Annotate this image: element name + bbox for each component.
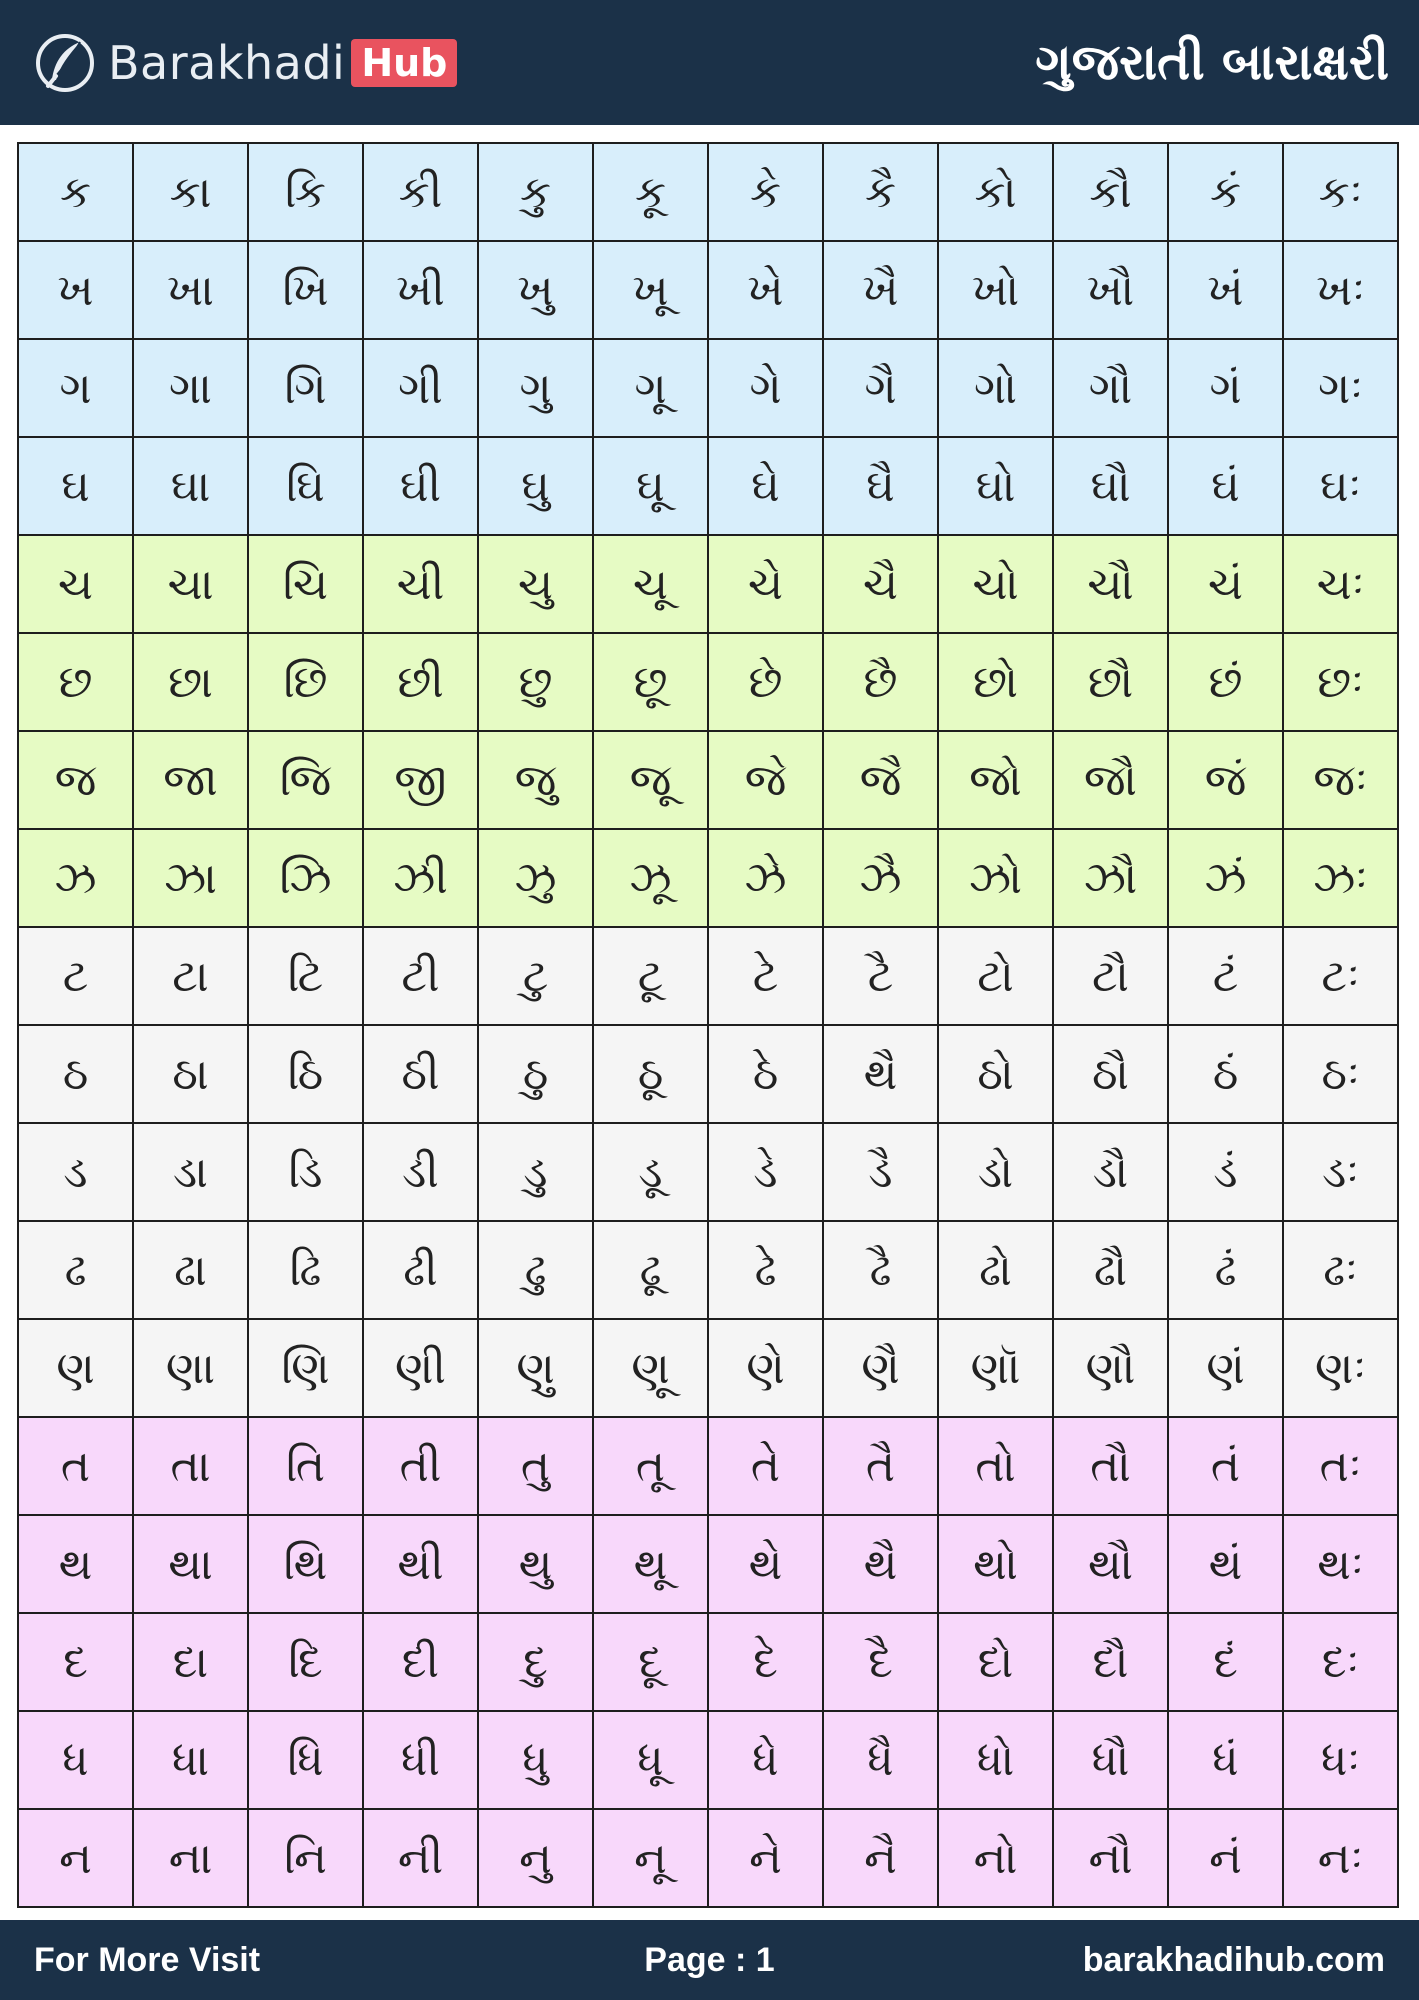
table-cell: ડુ (478, 1123, 593, 1221)
table-cell: ડે (708, 1123, 823, 1221)
table-cell: થી (363, 1515, 478, 1613)
table-cell: ણૉ (938, 1319, 1053, 1417)
table-cell: જ (18, 731, 133, 829)
table-cell: ચિ (248, 535, 363, 633)
table-cell: થૈ (823, 1025, 938, 1123)
table-cell: ઢં (1168, 1221, 1283, 1319)
table-cell: ન (18, 1809, 133, 1907)
table-cell: ના (133, 1809, 248, 1907)
table-cell: જિ (248, 731, 363, 829)
table-cell: ઘિ (248, 437, 363, 535)
table-row (18, 1319, 1398, 1417)
table-cell: ઝૌ (1053, 829, 1168, 927)
table-cell: ગી (363, 339, 478, 437)
table-cell: જી (363, 731, 478, 829)
table-cell: ધા (133, 1711, 248, 1809)
table-cell: ઢૌ (1053, 1221, 1168, 1319)
table-cell: ધે (708, 1711, 823, 1809)
table-cell: ગં (1168, 339, 1283, 437)
table-cell: ગૌ (1053, 339, 1168, 437)
table-cell: ણૂ (593, 1319, 708, 1417)
table-cell: તિ (248, 1417, 363, 1515)
table-cell: દૌ (1053, 1613, 1168, 1711)
table-row (18, 535, 1398, 633)
footer-website-link[interactable]: barakhadihub.com (1082, 1941, 1385, 1979)
table-cell: કં (1168, 143, 1283, 241)
table-cell: છં (1168, 633, 1283, 731)
table-cell: કિ (248, 143, 363, 241)
brand-badge: Hub (351, 39, 457, 87)
table-cell: થુ (478, 1515, 593, 1613)
feather-quill-icon (34, 32, 96, 94)
brand-word: Barakhadi (108, 36, 346, 90)
table-cell: ગિ (248, 339, 363, 437)
table-cell: ઝા (133, 829, 248, 927)
table-cell: ખુ (478, 241, 593, 339)
table-cell: છી (363, 633, 478, 731)
table-cell: જઃ (1283, 731, 1398, 829)
table-cell: જે (708, 731, 823, 829)
table-cell: તં (1168, 1417, 1283, 1515)
table-cell: ઝં (1168, 829, 1283, 927)
table-cell: કૈ (823, 143, 938, 241)
table-cell: થે (708, 1515, 823, 1613)
table-cell: દં (1168, 1613, 1283, 1711)
table-cell: ણૌ (1053, 1319, 1168, 1417)
table-cell: દે (708, 1613, 823, 1711)
table-cell: છૈ (823, 633, 938, 731)
table-cell: જો (938, 731, 1053, 829)
table-cell: થૂ (593, 1515, 708, 1613)
table-cell: ઠ (18, 1025, 133, 1123)
table-cell: તી (363, 1417, 478, 1515)
table-cell: છા (133, 633, 248, 731)
table-row (18, 731, 1398, 829)
table-cell: ઝૂ (593, 829, 708, 927)
table-cell: ચૈ (823, 535, 938, 633)
table-cell: ણે (708, 1319, 823, 1417)
table-cell: ડૈ (823, 1123, 938, 1221)
table-cell: ઝિ (248, 829, 363, 927)
table-cell: ધ (18, 1711, 133, 1809)
table-cell: ઝ (18, 829, 133, 927)
table-cell: તૈ (823, 1417, 938, 1515)
table-cell: ઝો (938, 829, 1053, 927)
table-cell: ગો (938, 339, 1053, 437)
table-row (18, 633, 1398, 731)
table-cell: ટી (363, 927, 478, 1025)
table-cell: ઘૌ (1053, 437, 1168, 535)
table-cell: કુ (478, 143, 593, 241)
table-cell: કૂ (593, 143, 708, 241)
table-cell: ણ (18, 1319, 133, 1417)
table-cell: ડઃ (1283, 1123, 1398, 1221)
table-cell: દૈ (823, 1613, 938, 1711)
table-cell: ઘં (1168, 437, 1283, 535)
table-row (18, 1711, 1398, 1809)
table-cell: ગઃ (1283, 339, 1398, 437)
table-cell: નં (1168, 1809, 1283, 1907)
table-cell: ચૌ (1053, 535, 1168, 633)
table-cell: ખિ (248, 241, 363, 339)
table-cell: થૈ (823, 1515, 938, 1613)
table-cell: ણં (1168, 1319, 1283, 1417)
table-cell: ધૂ (593, 1711, 708, 1809)
table-cell: ટુ (478, 927, 593, 1025)
table-cell: ઘા (133, 437, 248, 535)
table-cell: કઃ (1283, 143, 1398, 241)
table-cell: દી (363, 1613, 478, 1711)
table-row (18, 1123, 1398, 1221)
table-cell: ઢૂ (593, 1221, 708, 1319)
table-cell: ઢૈ (823, 1221, 938, 1319)
table-cell: ચં (1168, 535, 1283, 633)
table-cell: ખે (708, 241, 823, 339)
table-cell: ઠો (938, 1025, 1053, 1123)
table-cell: ઠે (708, 1025, 823, 1123)
table-cell: ડ (18, 1123, 133, 1221)
page-title: ગુજરાતી બારાક્ષરી (1035, 33, 1389, 91)
table-cell: ઢી (363, 1221, 478, 1319)
table-cell: ઠિ (248, 1025, 363, 1123)
table-cell: દ (18, 1613, 133, 1711)
table-cell: છ (18, 633, 133, 731)
table-row (18, 437, 1398, 535)
table-cell: ટં (1168, 927, 1283, 1025)
table-cell: ઘો (938, 437, 1053, 535)
table-cell: તુ (478, 1417, 593, 1515)
table-cell: ખી (363, 241, 478, 339)
table-cell: ઢઃ (1283, 1221, 1398, 1319)
table-cell: ડૌ (1053, 1123, 1168, 1221)
table-cell: કા (133, 143, 248, 241)
table-row (18, 1221, 1398, 1319)
table-cell: થં (1168, 1515, 1283, 1613)
table-row (18, 241, 1398, 339)
table-cell: ઝે (708, 829, 823, 927)
table-cell: થઃ (1283, 1515, 1398, 1613)
table-cell: ઘૈ (823, 437, 938, 535)
table-cell: ગૂ (593, 339, 708, 437)
page-header (0, 0, 1419, 125)
table-cell: ખૌ (1053, 241, 1168, 339)
table-cell: ઠી (363, 1025, 478, 1123)
table-cell: ટૌ (1053, 927, 1168, 1025)
table-cell: ઘ (18, 437, 133, 535)
table-cell: ચૂ (593, 535, 708, 633)
table-cell: ઝૈ (823, 829, 938, 927)
table-cell: ધિ (248, 1711, 363, 1809)
table-row (18, 829, 1398, 927)
table-row (18, 143, 1398, 241)
table-cell: ડૂ (593, 1123, 708, 1221)
table-cell: જુ (478, 731, 593, 829)
table-row (18, 1025, 1398, 1123)
table-cell: નૌ (1053, 1809, 1168, 1907)
table-cell: ધૈ (823, 1711, 938, 1809)
table-cell: ખૂ (593, 241, 708, 339)
table-cell: થ (18, 1515, 133, 1613)
table-cell: ડી (363, 1123, 478, 1221)
table-cell: જૈ (823, 731, 938, 829)
table-cell: ખં (1168, 241, 1283, 339)
table-cell: ઠૂ (593, 1025, 708, 1123)
table-cell: દૂ (593, 1613, 708, 1711)
table-cell: છો (938, 633, 1053, 731)
table-cell: ગૈ (823, 339, 938, 437)
table-cell: ખઃ (1283, 241, 1398, 339)
table-cell: તૂ (593, 1417, 708, 1515)
table-cell: છુ (478, 633, 593, 731)
table-cell: ઠા (133, 1025, 248, 1123)
table-cell: ચે (708, 535, 823, 633)
page-number: Page : 1 (644, 1941, 775, 1979)
table-cell: ઝઃ (1283, 829, 1398, 927)
table-cell: જૂ (593, 731, 708, 829)
table-cell: છૂ (593, 633, 708, 731)
table-cell: ગા (133, 339, 248, 437)
table-cell: નૈ (823, 1809, 938, 1907)
table-cell: તા (133, 1417, 248, 1515)
table-cell: ઢિ (248, 1221, 363, 1319)
table-cell: દા (133, 1613, 248, 1711)
table-cell: ધુ (478, 1711, 593, 1809)
table-cell: ખૈ (823, 241, 938, 339)
table-cell: ટ (18, 927, 133, 1025)
table-cell: ચુ (478, 535, 593, 633)
table-cell: નૂ (593, 1809, 708, 1907)
table-cell: ધી (363, 1711, 478, 1809)
table-cell: દો (938, 1613, 1053, 1711)
table-cell: ડો (938, 1123, 1053, 1221)
table-cell: ખો (938, 241, 1053, 339)
table-cell: ઢો (938, 1221, 1053, 1319)
page-footer (0, 1920, 1419, 2000)
table-cell: ની (363, 1809, 478, 1907)
table-cell: ઘે (708, 437, 823, 535)
table-cell: ણી (363, 1319, 478, 1417)
table-cell: ધઃ (1283, 1711, 1398, 1809)
table-cell: છૌ (1053, 633, 1168, 731)
table-row (18, 1417, 1398, 1515)
table-cell: ચા (133, 535, 248, 633)
table-cell: ઢા (133, 1221, 248, 1319)
table-cell: ટે (708, 927, 823, 1025)
table-cell: તે (708, 1417, 823, 1515)
table-row (18, 927, 1398, 1025)
table-cell: તૌ (1053, 1417, 1168, 1515)
table-cell: ઠુ (478, 1025, 593, 1123)
table-cell: ઘી (363, 437, 478, 535)
table-cell: ખ (18, 241, 133, 339)
table-cell: ટૈ (823, 927, 938, 1025)
table-cell: ગુ (478, 339, 593, 437)
table-cell: નો (938, 1809, 1053, 1907)
table-row (18, 1809, 1398, 1907)
table-cell: ચી (363, 535, 478, 633)
table-cell: ડિ (248, 1123, 363, 1221)
table-cell: ણા (133, 1319, 248, 1417)
table-cell: થો (938, 1515, 1053, 1613)
table-cell: થૌ (1053, 1515, 1168, 1613)
table-cell: ટો (938, 927, 1053, 1025)
table-cell: ડા (133, 1123, 248, 1221)
table-cell: છિ (248, 633, 363, 731)
brand-logo[interactable] (34, 30, 457, 96)
table-cell: ધં (1168, 1711, 1283, 1809)
table-cell: જૌ (1053, 731, 1168, 829)
table-cell: કે (708, 143, 823, 241)
table-cell: કો (938, 143, 1053, 241)
table-cell: ધૌ (1053, 1711, 1168, 1809)
table-cell: ઘૂ (593, 437, 708, 535)
table-cell: તઃ (1283, 1417, 1398, 1515)
footer-visit-label: For More Visit (34, 1941, 261, 1979)
table-cell: નઃ (1283, 1809, 1398, 1907)
table-cell: ખા (133, 241, 248, 339)
table-cell: કૌ (1053, 143, 1168, 241)
table-cell: ઠઃ (1283, 1025, 1398, 1123)
table-row (18, 1613, 1398, 1711)
barakhadi-table (17, 142, 1399, 1908)
table-cell: ઢુ (478, 1221, 593, 1319)
table-cell: ક (18, 143, 133, 241)
table-cell: થા (133, 1515, 248, 1613)
table-cell: ટૂ (593, 927, 708, 1025)
table-cell: ઠં (1168, 1025, 1283, 1123)
table-cell: ડં (1168, 1123, 1283, 1221)
table-cell: ઢ (18, 1221, 133, 1319)
table-cell: જા (133, 731, 248, 829)
table-cell: ઝી (363, 829, 478, 927)
table-cell: ઢે (708, 1221, 823, 1319)
table-cell: ત (18, 1417, 133, 1515)
table-cell: નુ (478, 1809, 593, 1907)
table-cell: છઃ (1283, 633, 1398, 731)
table-cell: ગે (708, 339, 823, 437)
table-cell: ણઃ (1283, 1319, 1398, 1417)
table-cell: દિ (248, 1613, 363, 1711)
table-cell: ગ (18, 339, 133, 437)
table-cell: તો (938, 1417, 1053, 1515)
table-cell: ઝુ (478, 829, 593, 927)
table-cell: કી (363, 143, 478, 241)
table-cell: ટિ (248, 927, 363, 1025)
table-row (18, 1515, 1398, 1613)
table-cell: ટઃ (1283, 927, 1398, 1025)
table-cell: ઠૌ (1053, 1025, 1168, 1123)
table-row (18, 339, 1398, 437)
table-cell: જં (1168, 731, 1283, 829)
table-cell: ચ (18, 535, 133, 633)
table-cell: ચો (938, 535, 1053, 633)
table-cell: થિ (248, 1515, 363, 1613)
table-cell: છે (708, 633, 823, 731)
table-cell: ણિ (248, 1319, 363, 1417)
table-cell: ટા (133, 927, 248, 1025)
table-cell: નિ (248, 1809, 363, 1907)
table-cell: દુ (478, 1613, 593, 1711)
table-cell: ઘઃ (1283, 437, 1398, 535)
table-cell: ધો (938, 1711, 1053, 1809)
table-cell: ણુ (478, 1319, 593, 1417)
table-cell: ણૈ (823, 1319, 938, 1417)
table-cell: ચઃ (1283, 535, 1398, 633)
table-cell: દઃ (1283, 1613, 1398, 1711)
table-cell: ઘુ (478, 437, 593, 535)
table-cell: ને (708, 1809, 823, 1907)
